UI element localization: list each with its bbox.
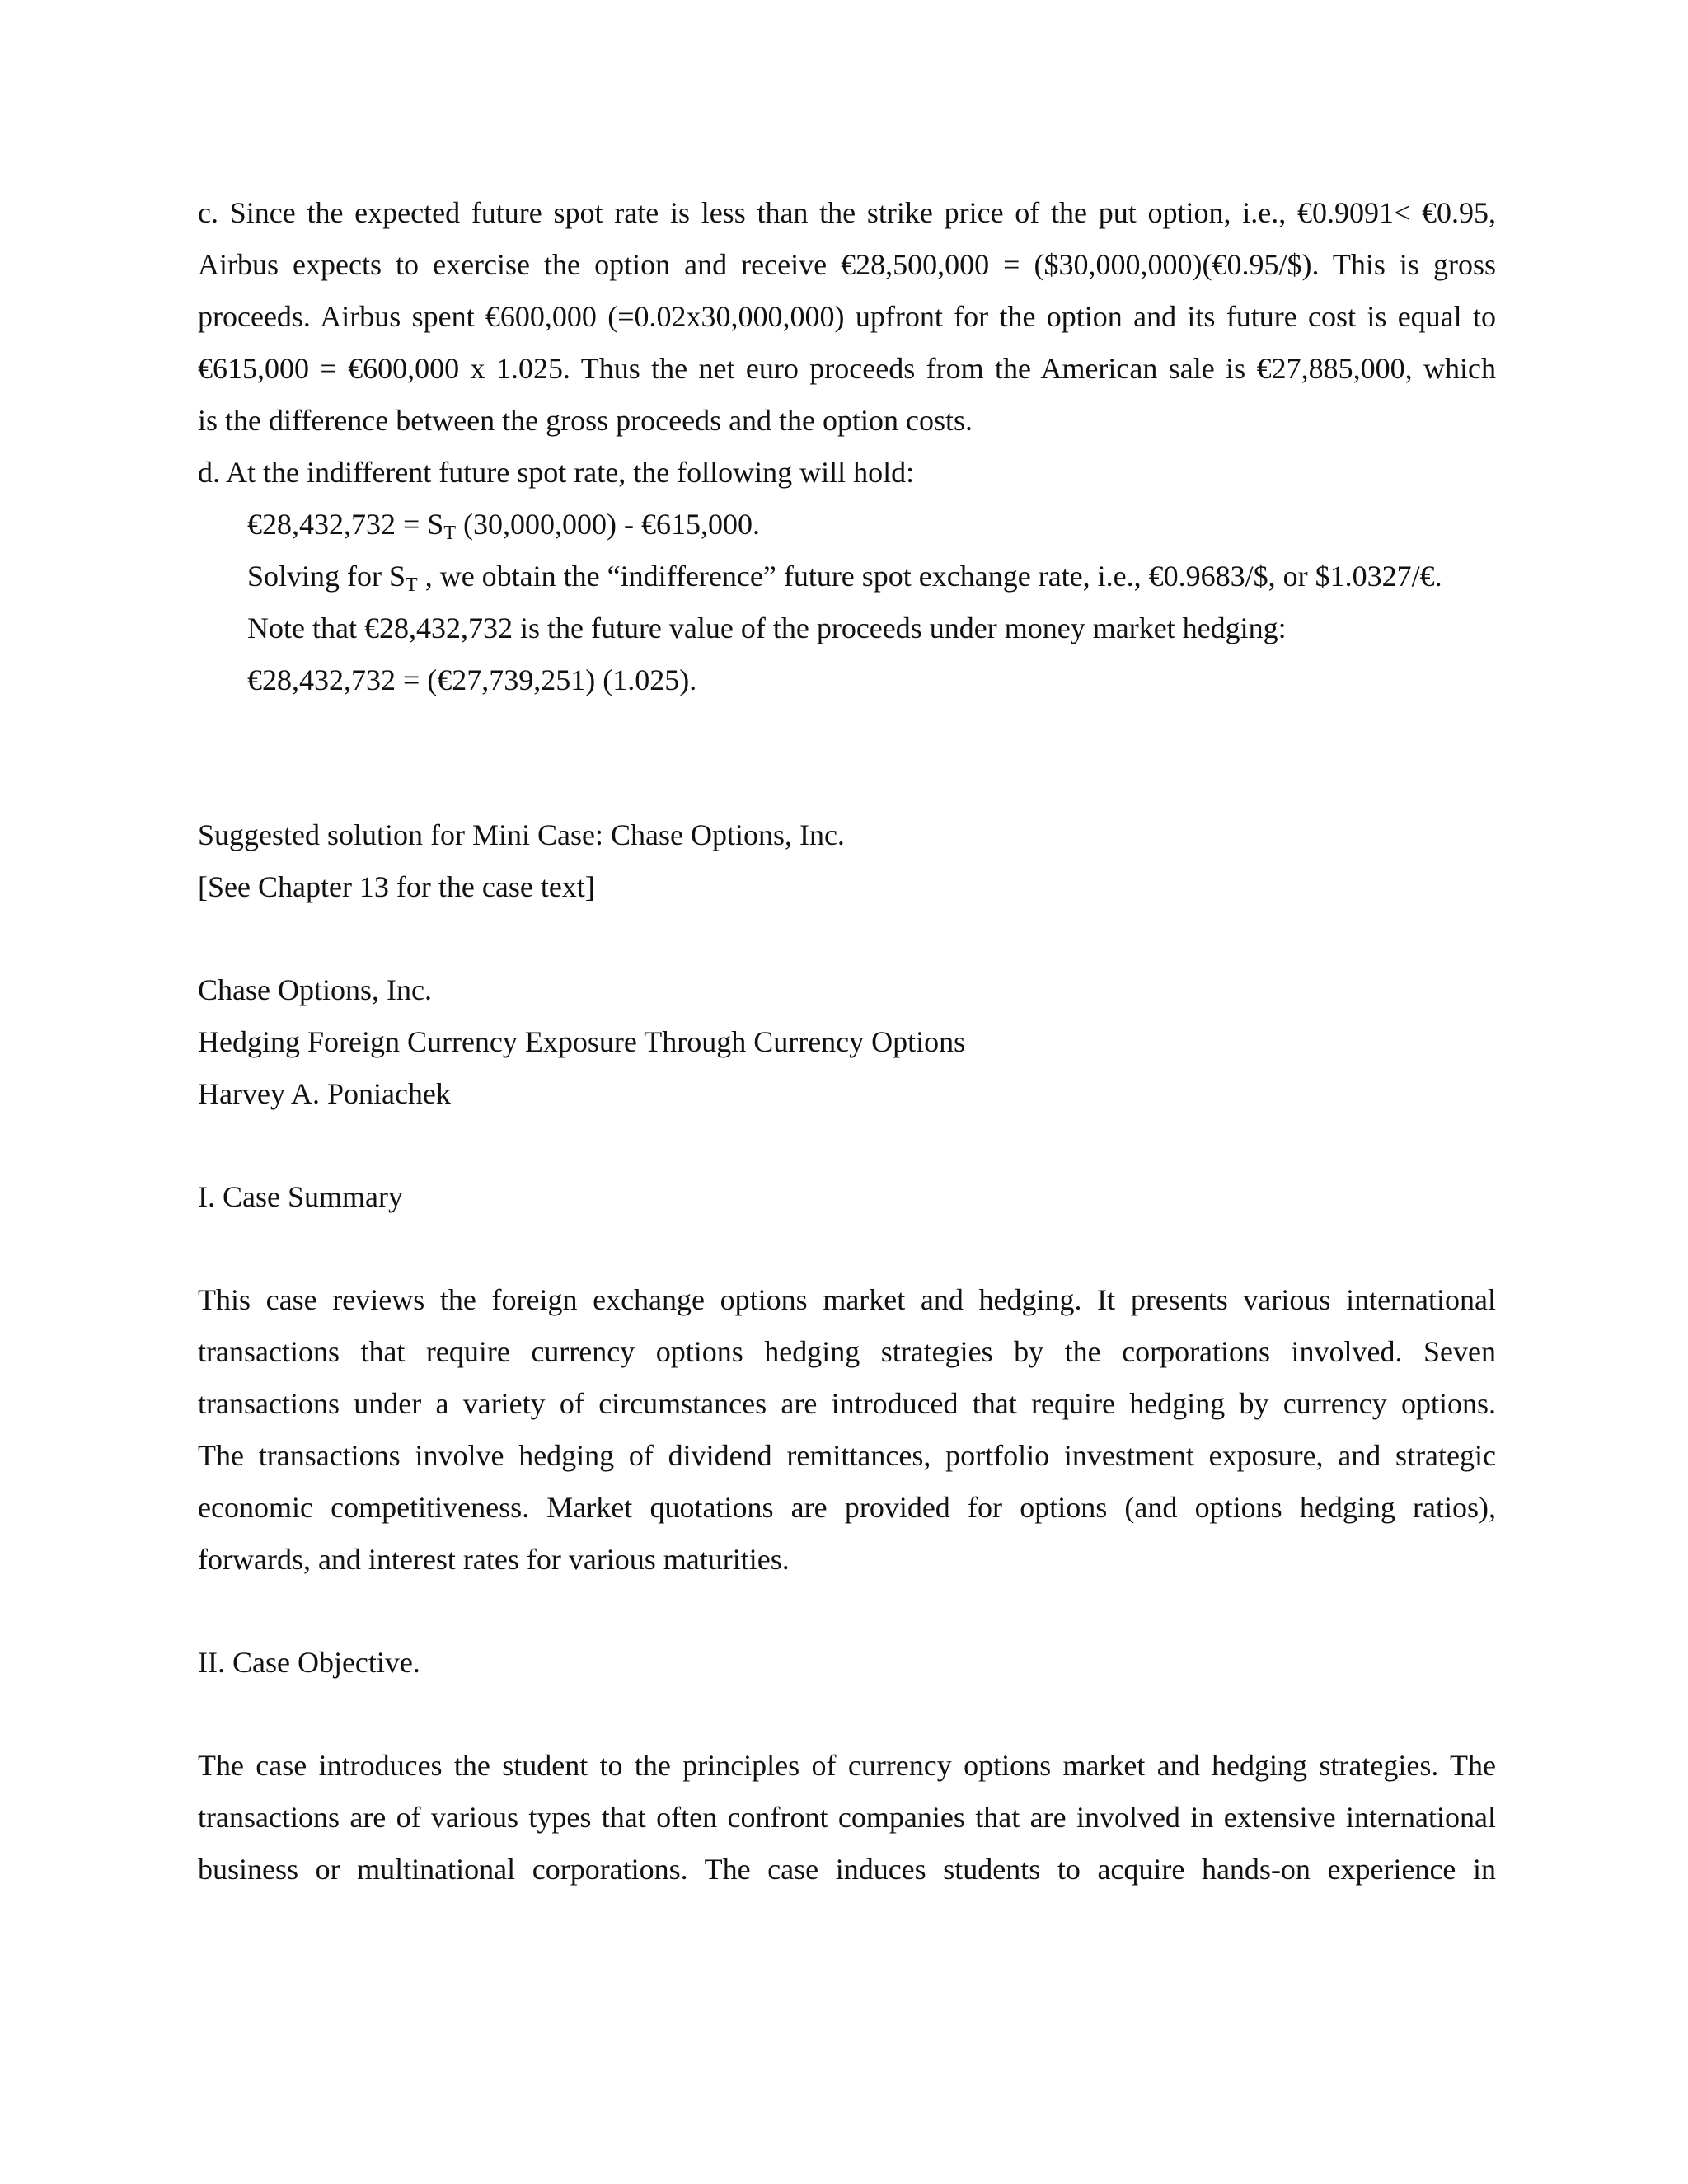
section-1-heading: I. Case Summary — [198, 1180, 403, 1213]
equation-2: €28,432,732 = (€27,739,251) (1.025). — [247, 663, 697, 696]
equation-1-left: €28,432,732 = S — [247, 508, 444, 541]
section-1-line-5: economic competitiveness. Market quotations are provided for options (and options hedging ratios), — [198, 1491, 1496, 1524]
part-d-intro: d. At the indifferent future spot rate, the following will hold: — [198, 456, 915, 489]
case-company: Chase Options, Inc. — [198, 973, 432, 1006]
case-subtitle: Hedging Foreign Currency Exposure Through Currency Options — [198, 1025, 966, 1058]
part-c-line-5: is the difference between the gross proceeds and the option costs. — [198, 404, 973, 437]
solving-subscript: T — [406, 574, 418, 596]
section-2-line-3: business or multinational corporations. The case induces students to acquire hands-on experience in — [198, 1853, 1496, 1886]
solving-left: Solving for S — [247, 560, 406, 593]
equation-1-subscript: T — [443, 523, 456, 544]
equation-1 — [247, 506, 1496, 542]
section-2-heading: II. Case Objective. — [198, 1646, 420, 1679]
section-2-line-2: transactions are of various types that often confront companies that are involved in extensive international — [198, 1801, 1496, 1834]
part-c-line-4: €615,000 = €600,000 x 1.025. Thus the net euro proceeds from the American sale is €27,885,000, which — [198, 352, 1496, 385]
see-chapter-note: [See Chapter 13 for the case text] — [198, 870, 595, 903]
suggested-solution-title: Suggested solution for Mini Case: Chase Options, Inc. — [198, 818, 845, 851]
equation-1-right: (30,000,000) - €615,000. — [456, 508, 760, 541]
part-c-line-1: c. Since the expected future spot rate is less than the strike price of the put option, i.e., €0.9091< €0.95, — [198, 196, 1496, 229]
section-1-line-6: forwards, and interest rates for various maturities. — [198, 1543, 790, 1576]
section-2-line-1: The case introduces the student to the principles of currency options market and hedging strategies. The — [198, 1749, 1496, 1782]
solving-line — [247, 558, 1496, 594]
note-line: Note that €28,432,732 is the future value of the proceeds under money market hedging: — [247, 612, 1287, 644]
part-c-line-3: proceeds. Airbus spent €600,000 (=0.02x30,000,000) upfront for the option and its future cost is equal to — [198, 300, 1496, 333]
part-c-line-2: Airbus expects to exercise the option and receive €28,500,000 = ($30,000,000)(€0.95/$). This is gross — [198, 248, 1496, 281]
section-1-line-4: The transactions involve hedging of dividend remittances, portfolio investment exposure, and strategic — [198, 1439, 1496, 1472]
case-author: Harvey A. Poniachek — [198, 1077, 451, 1110]
section-1-line-2: transactions that require currency options hedging strategies by the corporations involved. Seven — [198, 1335, 1496, 1368]
section-1-line-3: transactions under a variety of circumstances are introduced that require hedging by currency options. — [198, 1387, 1496, 1420]
section-1-line-1: This case reviews the foreign exchange options market and hedging. It presents various international — [198, 1283, 1496, 1316]
solving-right: , we obtain the “indifference” future spot exchange rate, i.e., €0.9683/$, or $1.0327/€. — [417, 560, 1442, 593]
